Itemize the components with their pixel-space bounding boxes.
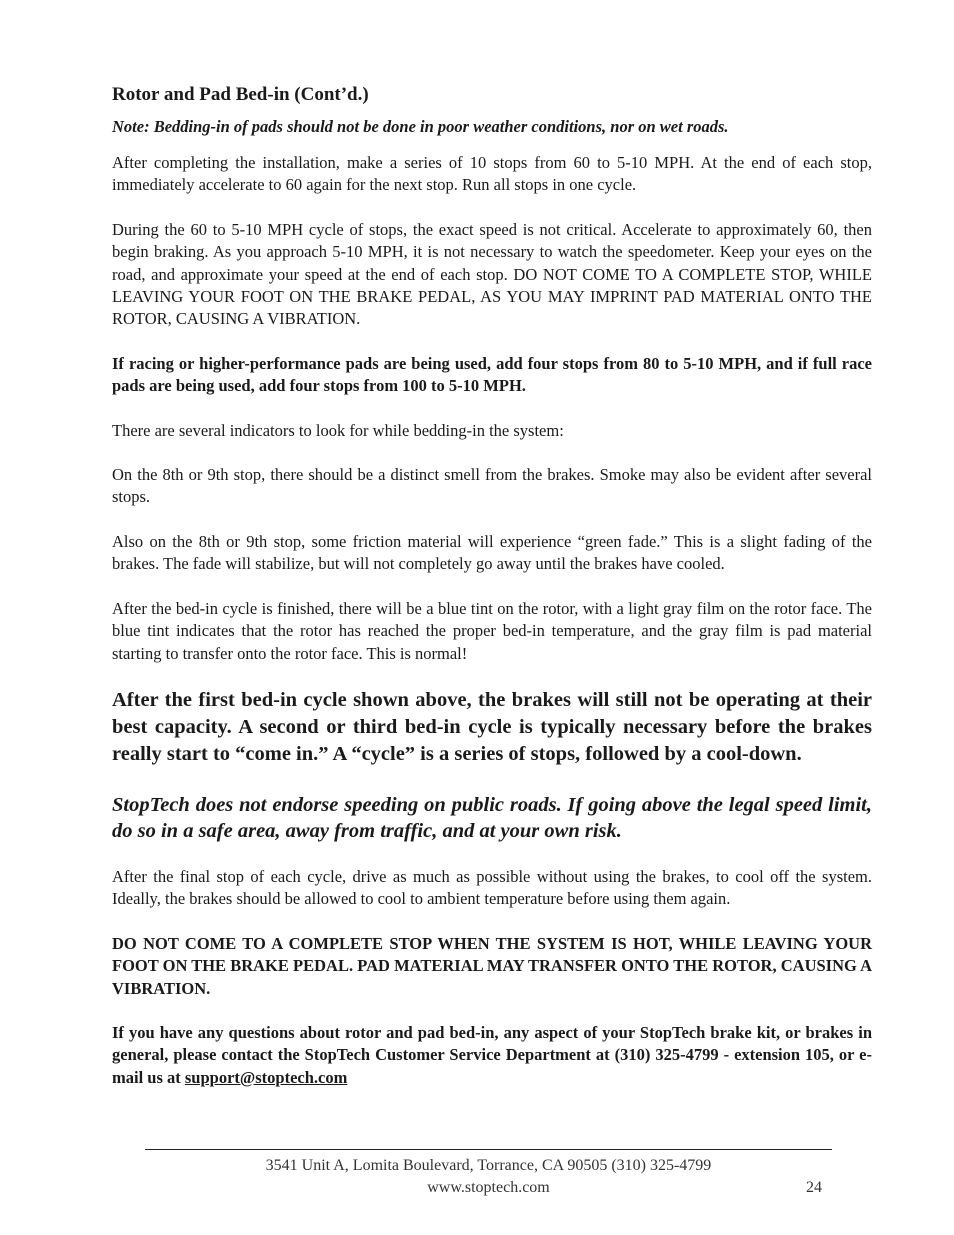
paragraph-speed-cycle: During the 60 to 5-10 MPH cycle of stops, the exact speed is not critical. Accelerate to approximately 60, then begin braking. As you approach 5-10 MPH, it is not necessary to watch the speedometer. Keep your eyes on the road, and approximate your speed at the end of each stop. DO NOT COME TO A COMPLETE STOP, WHILE LEAVING YOUR FOOT ON THE BRAKE PEDAL, AS YOU MAY IMPRINT PAD MATERIAL ONTO THE ROTOR, CAUSING A VIBRATION. bbox=[112, 219, 872, 329]
page-number: 24 bbox=[806, 1179, 822, 1196]
paragraph-warning: DO NOT COME TO A COMPLETE STOP WHEN THE SYSTEM IS HOT, WHILE LEAVING YOUR FOOT ON THE BRAKE PEDAL. PAD MATERIAL MAY TRANSFER ONTO THE ROTOR, CAUSING A VIBRATION. bbox=[112, 933, 872, 998]
paragraph-stops-instructions: After completing the installation, make a series of 10 stops from 60 to 5-10 MPH. At the end of each stop, immediately accelerate to 60 again for the next stop. Run all stops in one cycle. bbox=[112, 153, 872, 195]
paragraph-blue-tint: After the bed-in cycle is finished, there will be a blue tint on the rotor, with a light gray film on the rotor face. The blue tint indicates that the rotor has reached the proper bed-in temperature, and the gray film is pad material starting to transfer onto the rotor face. This is normal! bbox=[112, 598, 872, 663]
footer-divider bbox=[145, 1149, 832, 1150]
footer-website: www.stoptech.com bbox=[427, 1179, 550, 1196]
paragraph-smell: On the 8th or 9th stop, there should be a distinct smell from the brakes. Smoke may also be evident after several stops. bbox=[112, 465, 872, 507]
weather-note: Note: Bedding-in of pads should not be done in poor weather conditions, nor on wet roads. bbox=[112, 117, 729, 136]
paragraph-cool-off: After the final stop of each cycle, drive as much as possible without using the brakes, to cool off the system. Ideally, the brakes should be allowed to cool to ambient temperature before using them again. bbox=[112, 866, 872, 909]
footer-address: 3541 Unit A, Lomita Boulevard, Torrance, CA 90505 (310) 325-4799 bbox=[265, 1157, 712, 1174]
paragraph-green-fade: Also on the 8th or 9th stop, some friction material will experience “green fade.” This is a slight fading of the brakes. The fade will stabilize, but will not completely go away until the brakes have cooled. bbox=[112, 531, 872, 574]
contact-text: If you have any questions about rotor and pad bed-in, any aspect of your StopTech brake kit, or brakes in general, please contact the StopTech Customer Service Department at (310) 325-4799 - extension 105, or e-mail us at bbox=[112, 1022, 872, 1087]
paragraph-indicators-intro: There are several indicators to look for while bedding-in the system: bbox=[112, 420, 564, 440]
paragraph-contact bbox=[112, 1022, 872, 1089]
support-email-link[interactable]: support@stoptech.com bbox=[184, 1067, 348, 1087]
paragraph-race-pads: If racing or higher-performance pads are being used, add four stops from 80 to 5-10 MPH, and if full race pads are being used, add four stops from 100 to 5-10 MPH. bbox=[112, 353, 872, 396]
document-body bbox=[112, 82, 872, 1111]
paragraph-speeding-disclaimer: StopTech does not endorse speeding on public roads. If going above the legal speed limit, do so in a safe area, away from traffic, and at your own risk. bbox=[112, 793, 872, 842]
section-title: Rotor and Pad Bed-in (Cont’d.) bbox=[112, 84, 369, 105]
paragraph-second-cycle: After the first bed-in cycle shown above, the brakes will still not be operating at their best capacity. A second or third bed-in cycle is typically necessary before the brakes really start to “come in.” A “cycle” is a series of stops, followed by a cool-down. bbox=[112, 688, 872, 765]
